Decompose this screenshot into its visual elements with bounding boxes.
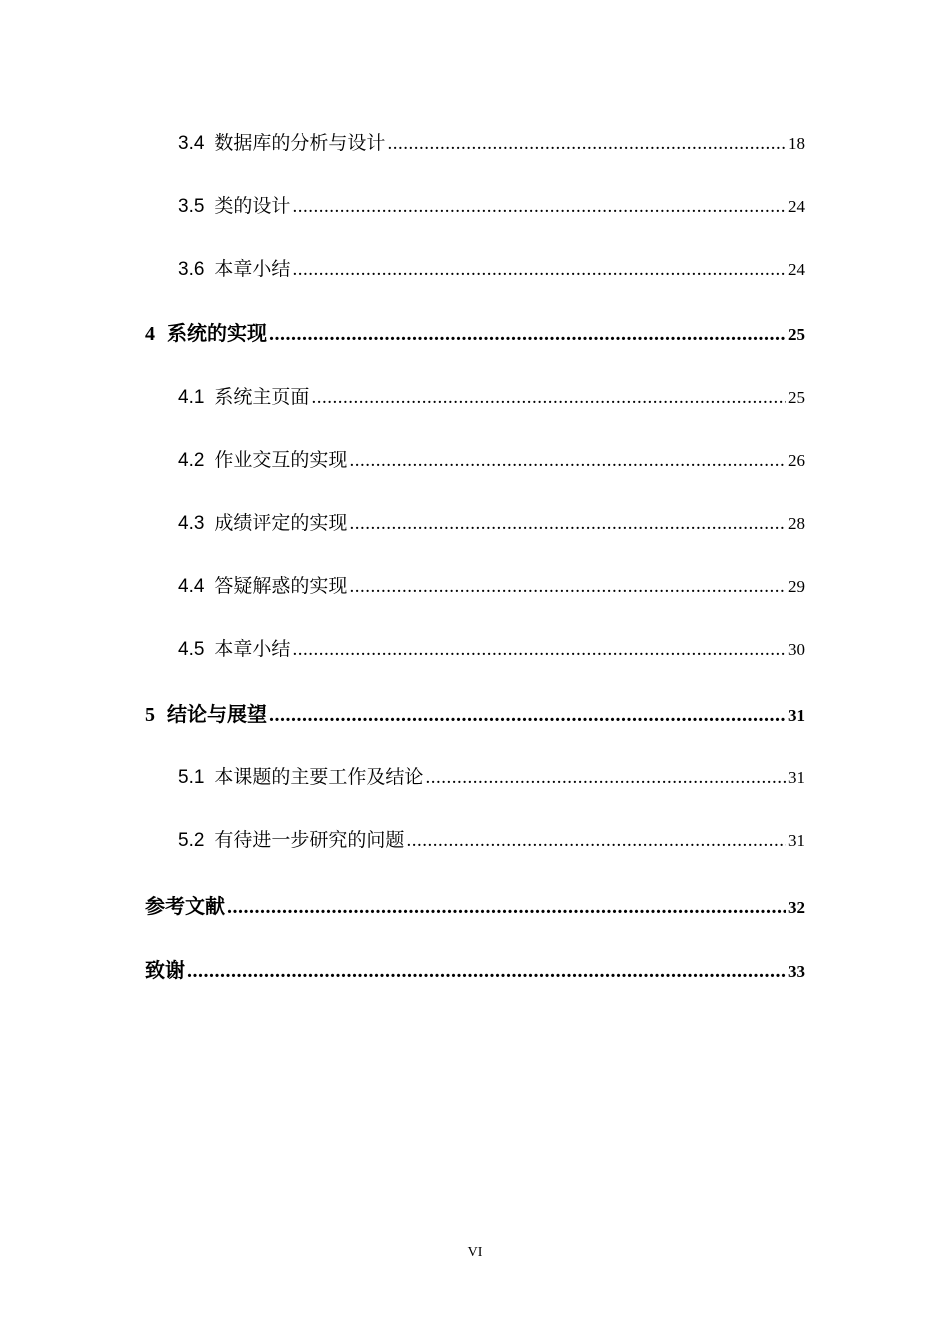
toc-entry-4-2[interactable] bbox=[178, 445, 805, 475]
toc-entry-3-5[interactable] bbox=[178, 191, 805, 221]
toc-entry-title: 作业交互的实现 bbox=[214, 449, 348, 471]
toc-dot-leader bbox=[406, 830, 786, 852]
toc-entry-title: 本章小结 bbox=[214, 258, 291, 280]
toc-entry-title: 参考文献 bbox=[145, 894, 225, 918]
toc-dot-leader bbox=[425, 767, 786, 789]
toc-entry-number: 5.2 bbox=[178, 830, 205, 851]
toc-entry-number: 5 bbox=[145, 704, 155, 726]
toc-entry-4-4[interactable] bbox=[178, 571, 805, 601]
toc-entry-number: 3.5 bbox=[178, 196, 205, 217]
toc-entry-number: 4 bbox=[145, 323, 155, 345]
toc-dot-leader bbox=[187, 960, 786, 983]
toc-entry-page: 29 bbox=[788, 577, 805, 596]
toc-dot-leader bbox=[269, 704, 786, 727]
toc-entry-title: 致谢 bbox=[145, 958, 185, 982]
toc-dot-leader bbox=[311, 387, 786, 409]
toc-dot-leader bbox=[292, 196, 786, 218]
toc-entry-page: 28 bbox=[788, 514, 805, 533]
toc-entry-page: 25 bbox=[788, 325, 805, 344]
toc-entry-page: 31 bbox=[788, 831, 805, 850]
toc-entry-number: 5.1 bbox=[178, 767, 205, 788]
toc-entry-page: 31 bbox=[788, 706, 805, 725]
toc-entry-page: 31 bbox=[788, 768, 805, 787]
toc-entry-acknowledgements[interactable] bbox=[145, 954, 805, 984]
toc-entry-title: 答疑解惑的实现 bbox=[214, 575, 348, 597]
toc-entry-page: 33 bbox=[788, 962, 805, 981]
toc-entry-page: 30 bbox=[788, 640, 805, 659]
toc-entry-chapter-4[interactable] bbox=[145, 317, 805, 347]
toc-entry-chapter-5[interactable] bbox=[145, 698, 805, 728]
toc-entry-5-2[interactable] bbox=[178, 825, 805, 855]
toc-entry-title: 结论与展望 bbox=[167, 702, 267, 726]
toc-entry-4-5[interactable] bbox=[178, 634, 805, 664]
page-number: VI bbox=[467, 1245, 483, 1260]
toc-dot-leader bbox=[269, 323, 786, 346]
toc-entry-number: 4.3 bbox=[178, 513, 205, 534]
toc-entry-title: 类的设计 bbox=[214, 195, 291, 217]
toc-dot-leader bbox=[292, 259, 786, 281]
toc-dot-leader bbox=[349, 576, 786, 598]
toc-entry-page: 25 bbox=[788, 388, 805, 407]
toc-dot-leader bbox=[387, 133, 786, 155]
toc-dot-leader bbox=[349, 450, 786, 472]
toc-entry-page: 26 bbox=[788, 451, 805, 470]
toc-entry-number: 3.6 bbox=[178, 259, 205, 280]
toc-entry-page: 32 bbox=[788, 898, 805, 917]
toc-entry-title: 有待进一步研究的问题 bbox=[214, 829, 405, 851]
toc-entry-page: 24 bbox=[788, 260, 805, 279]
toc-entry-number: 4.5 bbox=[178, 639, 205, 660]
toc-entry-3-4[interactable] bbox=[178, 128, 805, 158]
toc-dot-leader bbox=[227, 896, 786, 919]
toc-entry-4-3[interactable] bbox=[178, 508, 805, 538]
toc-entry-title: 成绩评定的实现 bbox=[214, 512, 348, 534]
toc-entry-page: 24 bbox=[788, 197, 805, 216]
toc-entry-number: 4.2 bbox=[178, 450, 205, 471]
toc-entry-3-6[interactable] bbox=[178, 254, 805, 284]
toc-entry-title: 系统主页面 bbox=[214, 386, 310, 408]
toc-entry-4-1[interactable] bbox=[178, 382, 805, 412]
toc-entry-title: 本课题的主要工作及结论 bbox=[214, 766, 424, 788]
toc-entry-5-1[interactable] bbox=[178, 762, 805, 792]
toc-entry-title: 数据库的分析与设计 bbox=[214, 132, 386, 154]
toc-dot-leader bbox=[292, 639, 786, 661]
toc-entry-references[interactable] bbox=[145, 890, 805, 920]
toc-entry-page: 18 bbox=[788, 134, 805, 153]
toc-entry-number: 3.4 bbox=[178, 133, 205, 154]
toc-entry-number: 4.1 bbox=[178, 387, 205, 408]
toc-dot-leader bbox=[349, 513, 786, 535]
toc-entry-title: 系统的实现 bbox=[167, 321, 267, 345]
toc-entry-number: 4.4 bbox=[178, 576, 205, 597]
toc-entry-title: 本章小结 bbox=[214, 638, 291, 660]
